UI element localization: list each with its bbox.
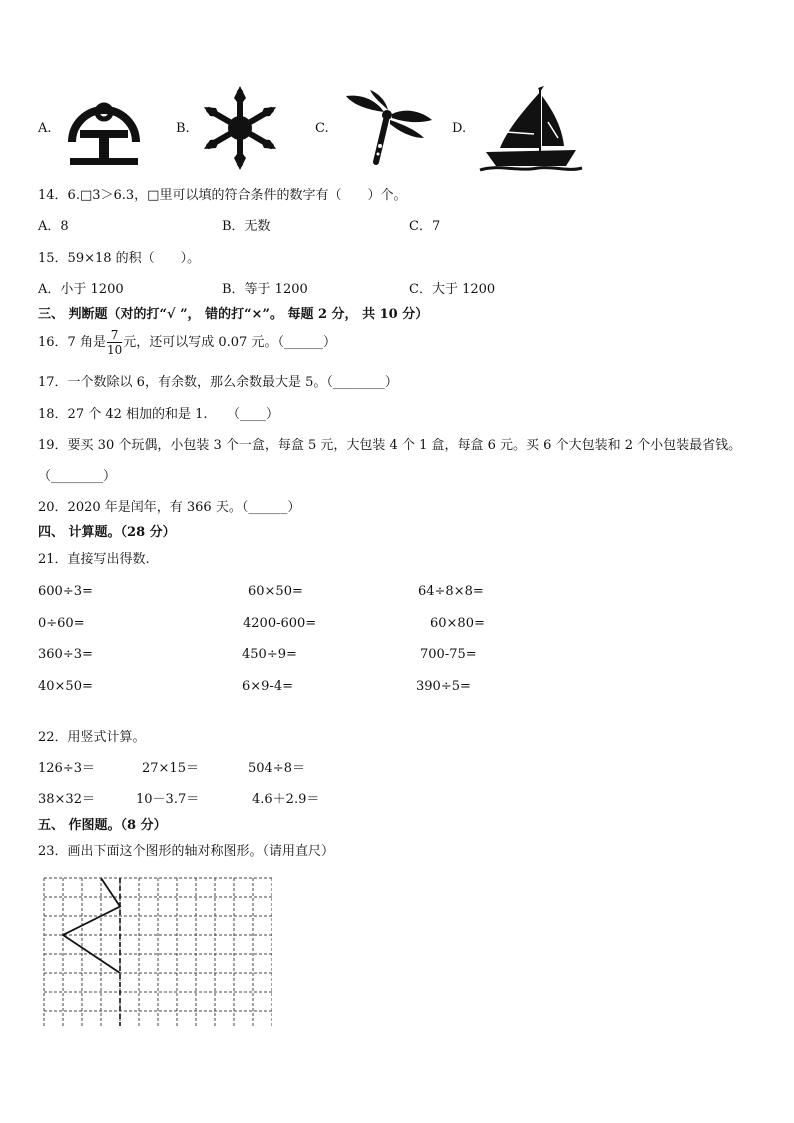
calc-item: 6×9-4=	[242, 679, 293, 694]
q15-option-c: C．大于 1200	[409, 282, 496, 297]
question-22-title: 22．用竖式计算。	[38, 730, 146, 745]
symmetry-grid	[40, 874, 272, 1026]
q14-option-c: C．7	[409, 219, 441, 234]
question-23-title: 23．画出下面这个图形的轴对称图形。（请用直尺）	[38, 844, 335, 859]
fraction	[107, 329, 122, 356]
section-4-heading: 四、 计算题。（28 分）	[38, 525, 176, 540]
calc-item: 60×50=	[248, 584, 303, 599]
question-19-line-1: 19．要买 30 个玩偶，小包装 3 个一盒，每盒 5 元，大包装 4 个 1 盒，每盒 6 元。买 6 个大包装和 2 个小包装最省钱。	[38, 438, 742, 453]
question-21-title: 21．直接写出得数.	[38, 552, 150, 567]
q14-option-a: A．8	[38, 219, 69, 234]
q15-option-b: B．等于 1200	[222, 282, 308, 297]
option-label-b: B.	[176, 121, 190, 136]
question-20: 20．2020 年是闰年，有 366 天。（______）	[38, 500, 301, 515]
calc-item: 0÷60=	[38, 616, 85, 631]
question-15: 15．59×18 的积（ ）。	[38, 251, 201, 266]
calc-item: 40×50=	[38, 679, 93, 694]
section-5-heading: 五、 作图题。（8 分）	[38, 818, 167, 833]
question-18: 18．27 个 42 相加的和是 1. （____）	[38, 407, 280, 422]
fraction-denominator: 10	[106, 343, 123, 357]
dragonfly-icon	[340, 88, 436, 168]
calc-item: 450÷9=	[242, 647, 297, 662]
vertical-calc-item: 126÷3＝	[38, 761, 95, 776]
vertical-calc-item: 504÷8＝	[248, 761, 305, 776]
question-17: 17．一个数除以 6，有余数，那么余数最大是 5。（________）	[38, 375, 398, 390]
fraction-numerator: 7	[107, 329, 122, 343]
q16-text-before: 16．7 角是	[38, 335, 106, 350]
calc-item: 360÷3=	[38, 647, 93, 662]
vertical-calc-item: 27×15＝	[142, 761, 199, 776]
snowflake-icon	[198, 86, 282, 170]
calc-item: 390÷5=	[416, 679, 471, 694]
question-14: 14．6.□3＞6.3，□里可以填的符合条件的数字有（ ）个。	[38, 188, 407, 203]
metro-logo-icon	[64, 92, 144, 170]
calc-item: 64÷8×8=	[418, 584, 484, 599]
q16-text-after: 元，还可以写成 0.07 元。（______）	[123, 335, 336, 350]
vertical-calc-item: 4.6＋2.9＝	[252, 792, 320, 807]
question-19-line-2: （________）	[38, 469, 117, 484]
calc-item: 700-75=	[420, 647, 477, 662]
option-label-a: A.	[38, 121, 52, 136]
q15-option-a: A．小于 1200	[38, 282, 124, 297]
calc-item: 600÷3=	[38, 584, 93, 599]
sailboat-icon	[478, 82, 584, 174]
option-label-c: C.	[315, 121, 329, 136]
calc-item: 4200-600=	[243, 616, 317, 631]
vertical-calc-item: 10－3.7＝	[136, 792, 200, 807]
section-3-heading: 三、 判断题（对的打“√ ”， 错的打“×”。 每题 2 分， 共 10 分）	[38, 307, 429, 322]
calc-item: 60×80=	[430, 616, 485, 631]
q14-option-b: B．无数	[222, 219, 271, 234]
grid-lines	[44, 878, 272, 1026]
option-label-d: D.	[452, 121, 467, 136]
vertical-calc-item: 38×32＝	[38, 792, 95, 807]
half-shape	[63, 878, 120, 973]
question-16	[38, 329, 336, 356]
